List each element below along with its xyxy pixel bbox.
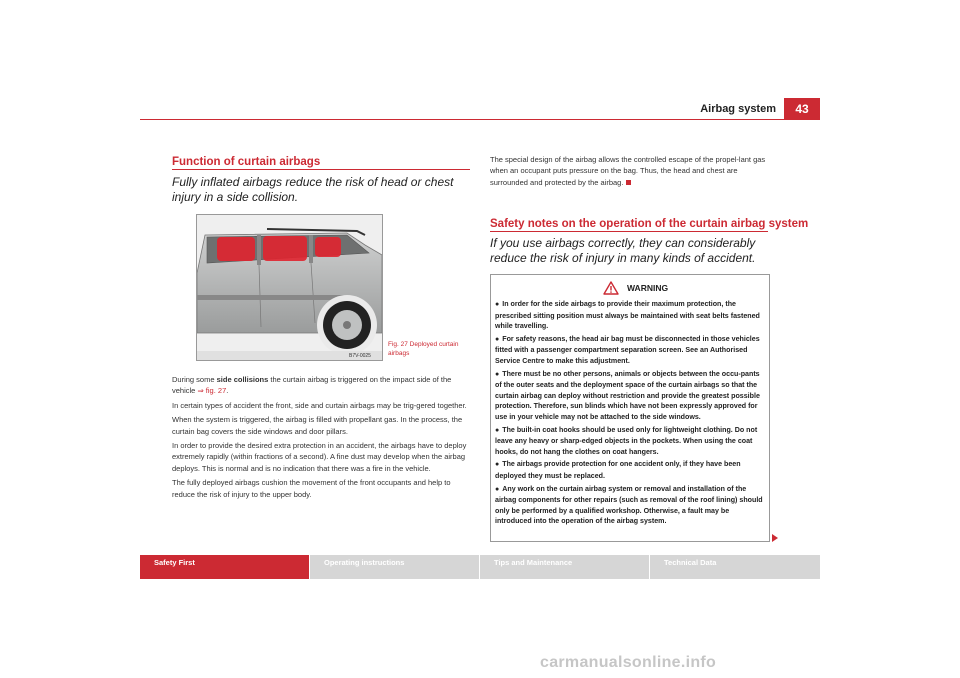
watermark: carmanualsonline.info	[540, 654, 717, 671]
section-heading-curtain-airbags: Function of curtain airbags	[172, 156, 321, 168]
warning-item: ● The airbags provide protection for one accident only, if they have been deployed they must be replaced.	[495, 459, 765, 481]
warning-title: WARNING	[627, 283, 669, 293]
figure-code: B7V-0025	[349, 353, 371, 359]
footer-tab-technical-data[interactable]: Technical Data	[650, 555, 820, 579]
section1-body	[172, 374, 472, 503]
section-intro: If you use airbags correctly, they can considerably reduce the risk of injury in many kinds of accident.	[490, 236, 756, 265]
paragraph: The fully deployed airbags cushion the movement of the front occupants and help to reduce the risk of injury to the upper body.	[172, 478, 451, 499]
page-number: 43	[784, 98, 820, 120]
bold-term: side collisions	[216, 375, 269, 384]
header-rule	[140, 119, 820, 120]
figure-caption: Fig. 27 Deployed curtain airbags	[388, 341, 459, 357]
paragraph: In certain types of accident the front, side and curtain airbags may be trig-gered together.	[172, 400, 467, 410]
footer-tab-operating-instructions[interactable]: Operating instructions	[310, 555, 479, 579]
end-of-section-mark	[626, 180, 631, 185]
paragraph: During some side collisions the curtain airbag is triggered on the impact side of the vehicle ⇒ fig. 27.	[172, 375, 452, 396]
footer-tab-tips-and-maintenance[interactable]: Tips and Maintenance	[480, 555, 649, 579]
warning-item: ● There must be no other persons, animals or objects between the occu-pants of the outer seats and the deployment space of the curtain airbags so that the curtain airbag can deploy without restriction and provide the greatest possible protection. Therefore, sun blinds which have not been expressly approved for use in your vehicle may not be attached to the side windows.	[495, 369, 765, 423]
warning-item: ● For safety reasons, the head air bag must be disconnected in those vehicles fitted with a passenger compartment separation screen. See an Authorised Service Centre to make this adjustment.	[495, 334, 765, 367]
section-heading-rule	[490, 231, 768, 232]
figure-reference-link[interactable]: ⇒ fig. 27	[197, 386, 227, 396]
section1-continuation: The special design of the airbag allows the controlled escape of the propel-lant gas when an occupant puts pressure on the bag. Thus, the head and chest are surrounded and protected by the airbag.	[490, 155, 766, 187]
section-intro: Fully inflated airbags reduce the risk of head or chest injury in a side collision.	[172, 175, 454, 204]
paragraph: When the system is triggered, the airbag is filled with propellant gas. In the process, the curtain bag covers the side windows and door pillars.	[172, 415, 463, 436]
warning-triangle-icon	[603, 281, 619, 295]
section-heading-rule	[172, 169, 470, 170]
footer-tab-safety-first[interactable]: Safety First	[140, 555, 309, 579]
warning-item: ● In order for the side airbags to provide their maximum protection, the prescribed sitting position must always be maintained with seat belts fastened while travelling.	[495, 299, 765, 332]
running-header-title: Airbag system	[700, 103, 776, 115]
continue-arrow-icon	[772, 534, 778, 542]
figure-deployed-curtain-airbags	[196, 214, 383, 361]
warning-box	[490, 274, 770, 542]
warning-item: ● Any work on the curtain airbag system or removal and installation of the airbag components for other repairs (such as removal of the roof lining) should only be performed by a qualified workshop. Otherwise, a fault may be introduced into the operation of the airbag system.	[495, 484, 765, 527]
section-heading-safety-notes: Safety notes on the operation of the curtain airbag system	[490, 218, 809, 230]
warning-list	[495, 299, 765, 529]
paragraph: In order to provide the desired extra protection in an accident, the airbags have to deploy extremely rapidly (within fractions of a second). A fine dust may develop when the airbag deploys. This is normal and is no indication that there was a fire in the vehicle.	[172, 441, 467, 473]
warning-item: ● The built-in coat hooks should be used only for lightweight clothing. Do not leave any heavy or sharp-edged objects in the pockets. When using the coat hooks, do not hang the clothes on coat hangers.	[495, 425, 765, 458]
car-illustration	[197, 215, 382, 360]
